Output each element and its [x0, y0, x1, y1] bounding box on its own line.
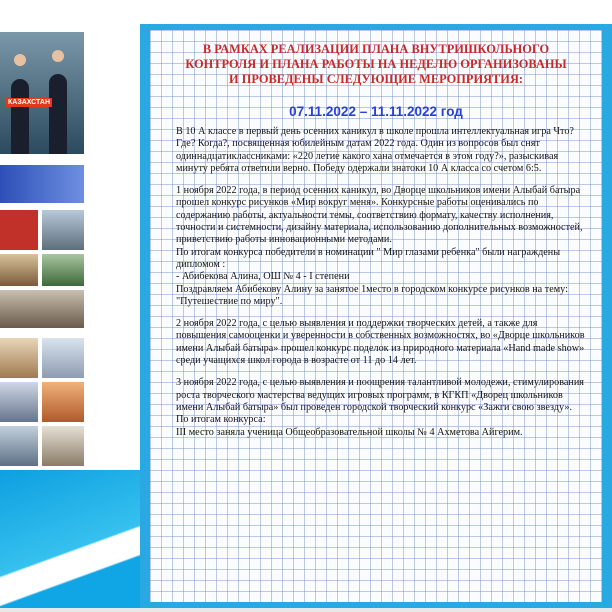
- document-page: [150, 30, 602, 602]
- document-heading: [156, 42, 596, 87]
- photo-students-with-poster: [0, 32, 84, 154]
- photo-activity-1: [0, 338, 38, 378]
- photo-activity-5: [0, 426, 38, 466]
- paragraph-quiz-game: В 10 А классе в первый день осенних каникул в школе прошла интеллектуальная игра Что? Где? Когда?, посвященная юбилейным датам 2022 года. Один из вопросов был снят одиннадцатиклассниками: «220 летие какого хана отмечается в этом году?», разыскивая минуту ребята ответили верно. Победу одержали знатоки 10 А класса со счетом 6:5.: [176, 126, 574, 174]
- heading-line-3: И ПРОВЕДЕНЫ СЛЕДУЮЩИЕ МЕРОПРИЯТИЯ:: [228, 72, 524, 86]
- paragraph-drawing-contest: 1 ноября 2022 года, в период осенних каникул, во Дворце школьников имени Алыбай батыра прошел конкурс рисунков «Мир вокруг меня». Конкурсные работы оценивались по содержанию работы, актуальности темы, соответствию формату, качеству исполнения, точности и системности, дизайну материала, использованию дополнительных возможностей, приветствию работы инновационными методами.: [176, 185, 583, 246]
- photo-event-1: [0, 210, 38, 250]
- paragraph-winner: - Абибекова Алина, ОШ № 4 - I степени: [176, 271, 350, 283]
- photo-event-3: [0, 254, 38, 286]
- photo-presentation-slide: [0, 165, 84, 203]
- bottom-divider: [0, 608, 612, 612]
- photo-activity-4: [42, 382, 84, 422]
- paragraph-congratulations: Поздравляем Абибекову Алину за занятое 1место в городском конкурсе рисунков на тему: "Путешествие по миру".: [176, 283, 568, 307]
- heading-line-2: КОНТРОЛЯ И ПЛАНА РАБОТЫ НА НЕДЕЛЮ ОРГАНИЗОВАНЫ: [185, 57, 567, 71]
- photo-classroom: [0, 290, 84, 328]
- heading-line-1: В РАМКАХ РЕАЛИЗАЦИИ ПЛАНА ВНУТРИШКОЛЬНОГО: [202, 42, 550, 56]
- photo-activity-2: [42, 338, 84, 378]
- photo-activity-3: [0, 382, 38, 422]
- decorative-blue-shape: [0, 470, 140, 612]
- paragraph-third-place: III место заняла ученица Общеобразовательной школы № 4 Ахметова Айгерим.: [176, 426, 523, 438]
- photo-event-4: [42, 254, 84, 286]
- paragraph-star-contest: 3 ноября 2022 года, с целью выявления и поощрения талантливой молодежи, стимулирования роста творческого мастерства ведущих игровых программ, в КГКП «Дворец школьников имени Алыбай батыра» был проведен городской творческий конкурс «Зажги свою звезду». По итогам конкурса:: [176, 377, 584, 426]
- document-body: [176, 126, 586, 439]
- photo-activity-6: [42, 426, 84, 466]
- photo-event-2: [42, 210, 84, 250]
- poster-badge: КАЗАХСТАН: [8, 99, 50, 106]
- date-range: 07.11.2022 – 11.11.2022 год: [289, 104, 463, 119]
- paragraph-handmade-contest: 2 ноября 2022 года, с целью выявления и поддержки творческих детей, а также для повышения самооценки и уверенности в собственных возможностях, во «Дворце школьников имени Алыбай батыра» прошел конкурс поделок из природного материала «Hand made show» среди учащихся школ города в возрасте от 11 до 14 лет.: [176, 318, 585, 367]
- paragraph-contest-results: По итогам конкурса победители в номинации " Мир глазами ребенка" были награждены дипломом :: [176, 246, 561, 270]
